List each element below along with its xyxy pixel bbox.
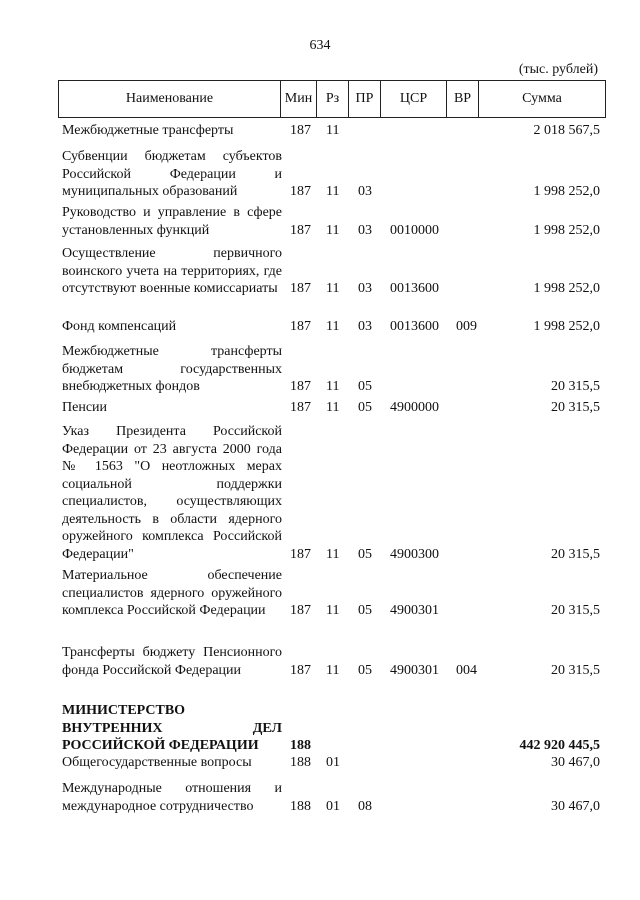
row-sum: 20 315,5: [551, 546, 600, 562]
table-row: [62, 318, 602, 336]
row-sum: 1 998 252,0: [533, 281, 600, 296]
row-pr: 05: [358, 546, 372, 562]
table-header: [58, 80, 606, 118]
row-min: 187: [290, 222, 311, 238]
table-row: [62, 754, 602, 772]
row-rz: 11: [326, 319, 340, 334]
row-pr: 03: [358, 281, 372, 296]
row-name: Осуществление первичного воинского учета на территориях, где отсутствуют военные комиссариаты: [62, 246, 282, 296]
row-name: Межбюджетные трансферты бюджетам государственных внебюджетных фондов: [62, 344, 282, 394]
header-vr: ВР: [447, 81, 479, 117]
row-sum: 442 920 445,5: [519, 738, 600, 753]
row-pr: 03: [358, 319, 372, 334]
row-pr: 08: [358, 798, 372, 814]
table-row: [62, 204, 602, 239]
row-min: 187: [290, 603, 311, 618]
row-min: 187: [290, 319, 311, 334]
row-csr: 4900301: [390, 662, 439, 678]
row-name: Руководство и управление в сфере установленных функций: [62, 205, 282, 238]
page-number: 634: [309, 38, 331, 53]
row-rz: 01: [326, 755, 340, 770]
table-row: [62, 399, 602, 417]
row-sum: 20 315,5: [551, 379, 600, 394]
row-rz: 11: [326, 546, 340, 562]
row-sum: 20 315,5: [551, 603, 600, 618]
row-csr: 0010000: [390, 222, 439, 238]
row-rz: 11: [326, 400, 340, 415]
row-min: 187: [290, 662, 311, 678]
row-rz: 11: [326, 603, 340, 618]
table-row: [62, 423, 602, 563]
header-csr: ЦСР: [381, 81, 447, 117]
table-row: [62, 148, 602, 201]
table-row: [62, 343, 602, 396]
row-pr: 05: [358, 662, 372, 678]
table-row: [62, 644, 602, 679]
row-pr: 03: [358, 222, 372, 238]
row-rz: 01: [326, 798, 340, 814]
row-pr: 03: [358, 184, 372, 199]
row-min: 187: [290, 123, 311, 138]
row-name: Субвенции бюджетам субъектов Российской Федерации и муниципальных образований: [62, 149, 282, 199]
row-rz: 11: [326, 184, 340, 199]
row-pr: 05: [358, 379, 372, 394]
row-sum: 30 467,0: [551, 755, 600, 770]
row-min: 187: [290, 546, 311, 562]
row-pr: 05: [358, 603, 372, 618]
row-name: Материальное обеспечение специалистов ядерного оружейного комплекса Российской Федерации: [62, 568, 282, 618]
row-name: Фонд компенсаций: [62, 319, 177, 334]
header-rz: Рз: [317, 81, 349, 117]
row-csr: 4900301: [390, 603, 439, 618]
row-rz: 11: [326, 281, 340, 296]
row-name: Межбюджетные трансферты: [62, 123, 234, 138]
row-rz: 11: [326, 379, 340, 394]
row-min: 188: [290, 798, 311, 814]
row-csr: 4900300: [390, 546, 439, 562]
row-rz: 11: [326, 222, 340, 238]
row-name: Указ Президента Российской Федерации от 23 августа 2000 года № 1563 "О неотложных мерах социальной поддержки специалистов, осуществляющих деятельность в области ядерного оружейного комплекса Российской Федерации": [62, 424, 282, 562]
row-sum: 30 467,0: [551, 798, 600, 814]
row-rz: 11: [326, 662, 340, 678]
table-row: [62, 780, 602, 815]
row-sum: 1 998 252,0: [533, 319, 600, 334]
row-vr: 009: [456, 319, 477, 334]
header-sum: Сумма: [522, 91, 562, 106]
table-row: [62, 567, 602, 620]
header-name: Наименование: [59, 81, 281, 117]
units-label: (тыс. рублей): [518, 62, 598, 77]
table-row: [62, 122, 602, 140]
row-min: 187: [290, 184, 311, 199]
header-pr: ПР: [349, 81, 381, 117]
row-min: 188: [290, 738, 311, 753]
row-name: МИНИСТЕРСТВО ВНУТРЕННИХ ДЕЛ РОССИЙСКОЙ ФЕДЕРАЦИИ: [62, 703, 282, 753]
row-min: 187: [290, 379, 311, 394]
row-csr: 0013600: [390, 319, 439, 334]
table-row-ministry: [62, 702, 602, 755]
row-name: Трансферты бюджету Пенсионного фонда Российской Федерации: [62, 645, 282, 678]
row-vr: 004: [456, 662, 477, 678]
row-name: Общегосударственные вопросы: [62, 755, 252, 770]
row-min: 187: [290, 281, 311, 296]
row-name: Пенсии: [62, 400, 108, 415]
row-name: Международные отношения и международное сотрудничество: [62, 781, 282, 814]
row-min: 188: [290, 755, 311, 770]
row-pr: 05: [358, 400, 372, 415]
header-min: Мин: [281, 81, 317, 117]
row-sum: 20 315,5: [551, 400, 600, 415]
row-sum: 20 315,5: [551, 662, 600, 678]
row-min: 187: [290, 400, 311, 415]
table-row: [62, 245, 602, 298]
row-rz: 11: [326, 123, 340, 138]
row-sum: 2 018 567,5: [533, 123, 600, 138]
row-csr: 4900000: [390, 400, 439, 415]
row-sum: 1 998 252,0: [533, 184, 600, 199]
row-csr: 0013600: [390, 281, 439, 296]
row-sum: 1 998 252,0: [533, 222, 600, 238]
